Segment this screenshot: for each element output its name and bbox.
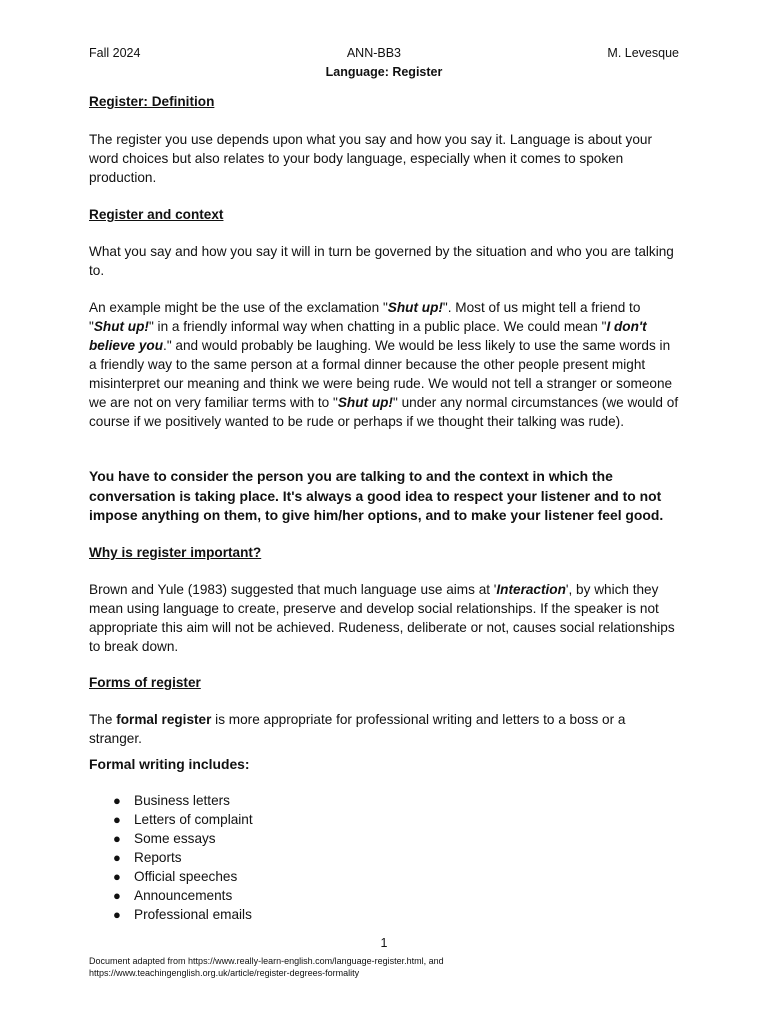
section-heading-context: Register and context bbox=[89, 207, 224, 222]
text-run: " in a friendly informal way when chatting in a public place. We could mean " bbox=[148, 319, 607, 334]
list-item bbox=[89, 810, 679, 829]
page-number: 1 bbox=[380, 936, 388, 950]
list-item bbox=[89, 867, 679, 886]
list-item bbox=[89, 905, 679, 924]
list-item-text: Some essays bbox=[134, 831, 216, 846]
bullet-icon: ● bbox=[113, 812, 121, 827]
emphasis-shut-up: Shut up! bbox=[337, 395, 393, 410]
text-run: The bbox=[89, 712, 117, 727]
section-heading-importance: Why is register important? bbox=[89, 545, 262, 560]
list-item-text: Reports bbox=[134, 850, 182, 865]
list-item bbox=[89, 829, 679, 848]
page-header bbox=[89, 46, 679, 60]
bullet-icon: ● bbox=[113, 907, 121, 922]
list-item-text: Business letters bbox=[134, 793, 230, 808]
emphasis-formal-register: formal register bbox=[116, 712, 212, 727]
formal-writing-list-title: Formal writing includes: bbox=[89, 756, 250, 772]
bullet-icon: ● bbox=[113, 869, 121, 884]
formal-writing-list bbox=[89, 791, 679, 924]
section-heading-definition: Register: Definition bbox=[89, 94, 215, 109]
formal-writing-list-block bbox=[89, 791, 679, 924]
importance-paragraph-block bbox=[89, 580, 679, 656]
bullet-icon: ● bbox=[113, 888, 121, 903]
section-context bbox=[89, 205, 679, 224]
bullet-icon: ● bbox=[113, 793, 121, 808]
context-paragraph-2-block bbox=[89, 298, 679, 431]
definition-paragraph-block bbox=[89, 130, 679, 187]
list-item bbox=[89, 886, 679, 905]
forms-paragraph-block bbox=[89, 710, 679, 748]
text-run: ". Most of us might tell a friend to " bbox=[89, 300, 641, 334]
bullet-icon: ● bbox=[113, 831, 121, 846]
page-footer bbox=[89, 955, 679, 979]
text-run: An example might be the use of the exclamation " bbox=[89, 300, 388, 315]
text-run: is more appropriate for professional writing and letters to a boss or a stranger. bbox=[89, 712, 626, 746]
header-term: Fall 2024 bbox=[89, 46, 141, 60]
footer-source-line-1: Document adapted from https://www.really-learn-english.com/language-register.html, and bbox=[89, 956, 444, 966]
list-item-text: Letters of complaint bbox=[134, 812, 253, 827]
section-importance bbox=[89, 543, 679, 562]
emphasis-shut-up: Shut up! bbox=[387, 300, 443, 315]
list-item-text: Official speeches bbox=[134, 869, 238, 884]
context-emphasis-paragraph: You have to consider the person you are talking to and the context in which the conversation is taking place. It's always a good idea to respect your listener and to not impose anything on them, to give him/her options, and to make your listener feel good. bbox=[89, 468, 664, 523]
text-run: " under any normal circumstances (we would of course if we positively wanted to be rude or perhaps if we thought their talking was rude). bbox=[89, 395, 679, 429]
section-heading-forms: Forms of register bbox=[89, 675, 201, 690]
context-paragraph-1-block bbox=[89, 242, 679, 280]
bullet-icon: ● bbox=[113, 850, 121, 865]
footer-source-line-2: https://www.teachingenglish.org.uk/article/register-degrees-formality bbox=[89, 968, 360, 978]
list-item bbox=[89, 791, 679, 810]
formal-writing-title-block bbox=[89, 755, 679, 775]
context-emphasis-block bbox=[89, 467, 679, 526]
importance-paragraph bbox=[89, 580, 679, 656]
context-paragraph-1: What you say and how you say it will in turn be governed by the situation and who you are talking to. bbox=[89, 244, 674, 278]
section-definition bbox=[89, 92, 679, 111]
list-item bbox=[89, 848, 679, 867]
forms-paragraph bbox=[89, 710, 679, 748]
document-title: Language: Register bbox=[325, 65, 443, 79]
text-run: ." and would probably be laughing. We would be less likely to use the same words in a friendly way to the same person at a formal dinner because the other people present might misinterpret our meaning and think we were being rude. We would not tell a stranger or someone we are not on very familiar terms with to " bbox=[89, 338, 673, 410]
emphasis-interaction: Interaction bbox=[496, 582, 566, 597]
definition-paragraph: The register you use depends upon what you say and how you say it. Language is about your word choices but also relates to your body language, especially when it comes to spoken production. bbox=[89, 132, 652, 185]
header-author: M. Levesque bbox=[607, 46, 679, 60]
emphasis-shut-up: Shut up! bbox=[93, 319, 149, 334]
text-run: ', by which they mean using language to create, preserve and develop social relationships. If the speaker is not appropriate this aim will not be achieved. Rudeness, deliberate or not, causes social relationships to break down. bbox=[89, 582, 675, 654]
context-paragraph-2 bbox=[89, 298, 679, 431]
header-course-code: ANN-BB3 bbox=[346, 46, 402, 60]
section-forms bbox=[89, 673, 679, 692]
text-run: Brown and Yule (1983) suggested that much language use aims at ' bbox=[89, 582, 497, 597]
emphasis-dont-believe-you: I don't believe you bbox=[89, 319, 647, 353]
list-item-text: Announcements bbox=[134, 888, 233, 903]
list-item-text: Professional emails bbox=[134, 907, 252, 922]
